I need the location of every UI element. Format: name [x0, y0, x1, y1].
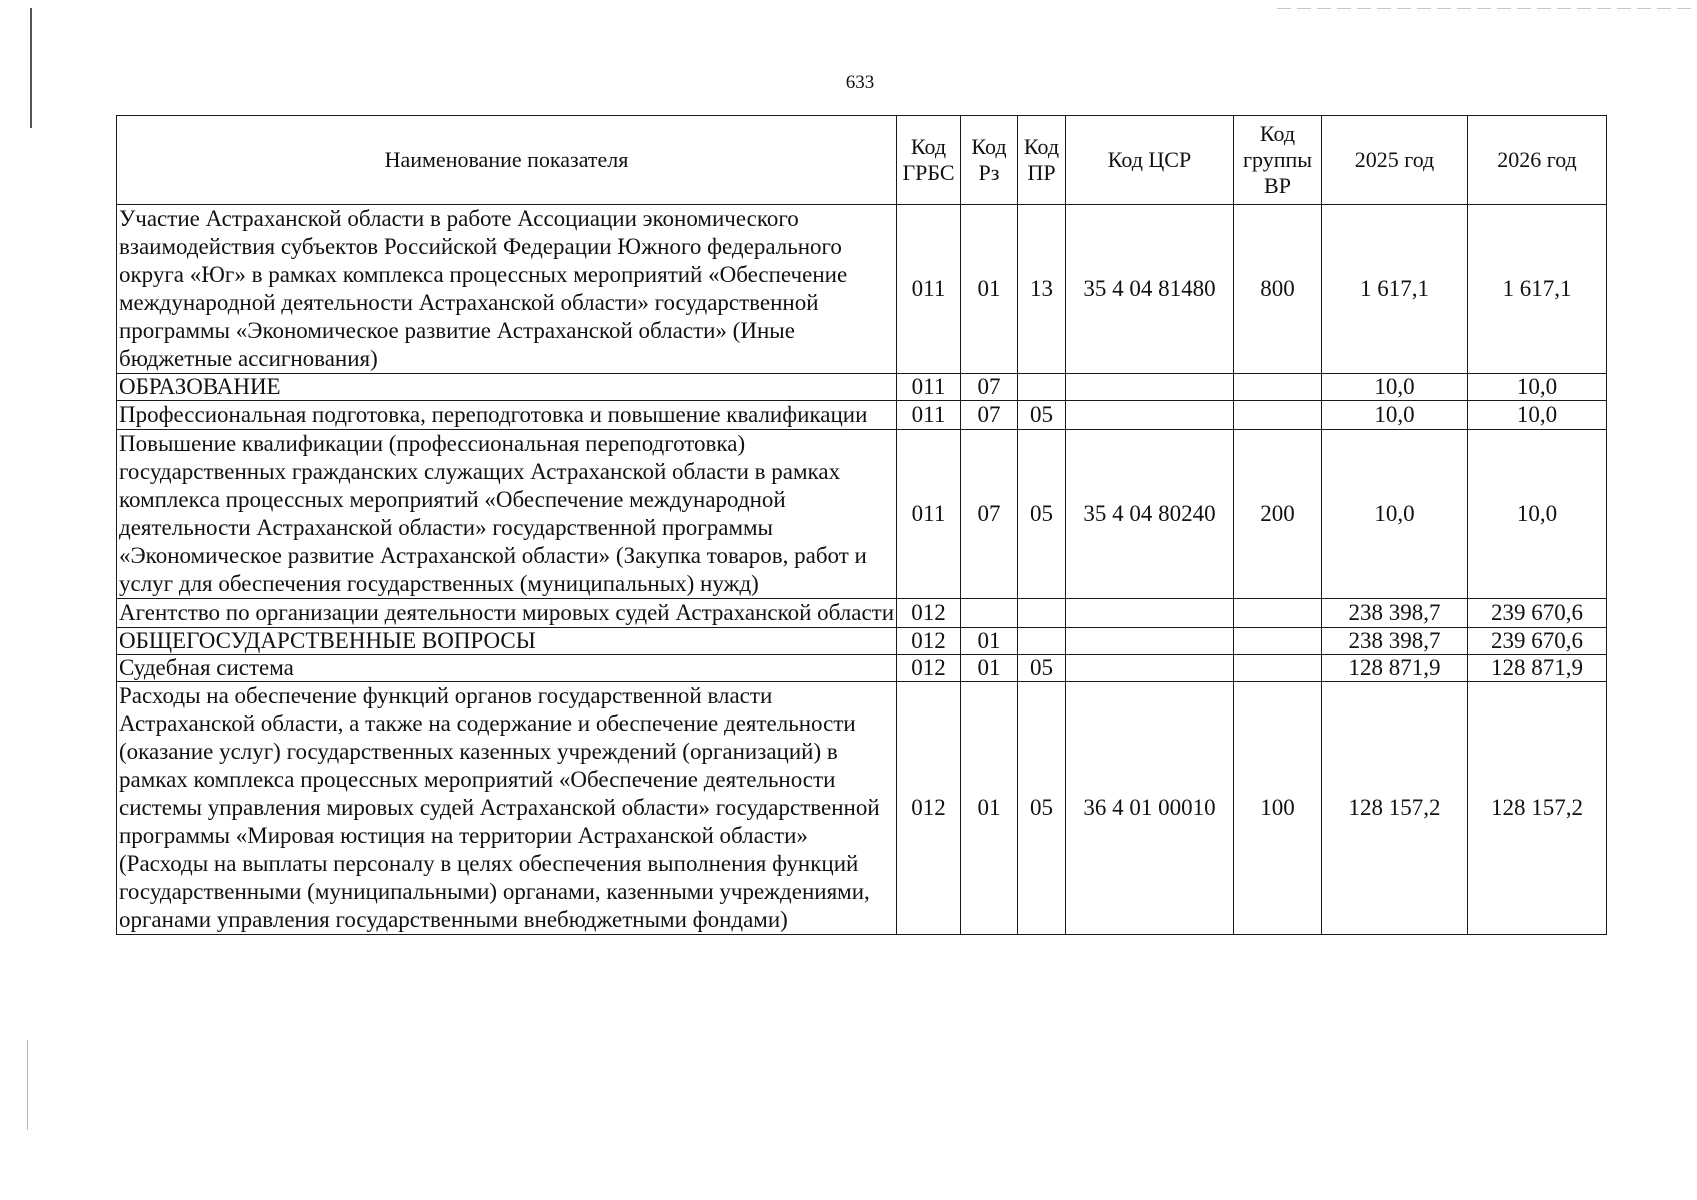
header-2025: 2025 год [1322, 116, 1468, 205]
row-name: Агентство по организации деятельности мировых судей Астраханской области [117, 599, 897, 628]
table-row [117, 374, 1607, 401]
row-grbs: 012 [897, 599, 961, 628]
row-2026: 239 670,6 [1468, 628, 1607, 655]
row-name: Профессиональная подготовка, переподготовка и повышение квалификации [117, 401, 897, 430]
row-csr [1066, 655, 1234, 682]
row-pr: 05 [1018, 401, 1066, 430]
row-rz: 07 [961, 374, 1018, 401]
row-name: Расходы на обеспечение функций органов государственной власти Астраханской области, а также на содержание и обеспечение деятельности (оказание услуг) государственных казенных учреждений (организаций) в рамках комплекса процессных мероприятий «Обеспечение деятельности системы управления мировых судей Астраханской области» государственной программы «Мировая юстиция на территории Астраханской области» (Расходы на выплаты персоналу в целях обеспечения выполнения функций государственными (муниципальными) органами, казенными учреждениями, органами управления государственными внебюджетными фондами) [117, 682, 897, 935]
scan-top-artifact [1277, 8, 1697, 9]
row-csr: 36 4 01 00010 [1066, 682, 1234, 935]
row-vr: 200 [1234, 430, 1322, 599]
table-row [117, 599, 1607, 628]
header-name: Наименование показателя [117, 116, 897, 205]
row-pr: 05 [1018, 655, 1066, 682]
row-2026: 128 871,9 [1468, 655, 1607, 682]
row-vr [1234, 401, 1322, 430]
scan-left-edge [30, 8, 32, 128]
row-2025: 10,0 [1322, 401, 1468, 430]
row-vr [1234, 655, 1322, 682]
row-grbs: 011 [897, 205, 961, 374]
row-2026: 128 157,2 [1468, 682, 1607, 935]
row-vr [1234, 599, 1322, 628]
row-name: Участие Астраханской области в работе Ассоциации экономического взаимодействия субъектов Российской Федерации Южного федерального округа «Юг» в рамках комплекса процессных мероприятий «Обеспечение международной деятельности Астраханской области» государственной программы «Экономическое развитие Астраханской области» (Иные бюджетные ассигнования) [117, 205, 897, 374]
row-name: ОБЩЕГОСУДАРСТВЕННЫЕ ВОПРОСЫ [117, 628, 897, 655]
row-name: ОБРАЗОВАНИЕ [117, 374, 897, 401]
row-2025: 128 871,9 [1322, 655, 1468, 682]
table-row [117, 205, 1607, 374]
row-csr: 35 4 04 81480 [1066, 205, 1234, 374]
row-csr [1066, 628, 1234, 655]
row-2026: 10,0 [1468, 374, 1607, 401]
row-pr [1018, 599, 1066, 628]
row-rz [961, 599, 1018, 628]
row-2026: 239 670,6 [1468, 599, 1607, 628]
row-vr: 800 [1234, 205, 1322, 374]
row-2025: 1 617,1 [1322, 205, 1468, 374]
page-number: 633 [845, 72, 875, 93]
row-rz: 01 [961, 682, 1018, 935]
budget-table [116, 115, 1607, 935]
row-vr [1234, 374, 1322, 401]
header-2026: 2026 год [1468, 116, 1607, 205]
row-grbs: 012 [897, 682, 961, 935]
table-row [117, 655, 1607, 682]
table-row [117, 401, 1607, 430]
row-name: Повышение квалификации (профессиональная переподготовка) государственных гражданских служащих Астраханской области в рамках комплекса процессных мероприятий «Обеспечение международной деятельности Астраханской области» государственной программы «Экономическое развитие Астраханской области» (Закупка товаров, работ и услуг для обеспечения государственных (муниципальных) нужд) [117, 430, 897, 599]
table-row [117, 430, 1607, 599]
row-csr [1066, 599, 1234, 628]
row-rz: 07 [961, 430, 1018, 599]
row-rz: 01 [961, 628, 1018, 655]
row-pr [1018, 628, 1066, 655]
row-2025: 238 398,7 [1322, 599, 1468, 628]
scan-left-edge-lower [27, 1040, 28, 1130]
header-pr: Код ПР [1018, 116, 1066, 205]
table-header-row [117, 116, 1607, 205]
header-csr: Код ЦСР [1066, 116, 1234, 205]
row-2025: 10,0 [1322, 374, 1468, 401]
row-2025: 238 398,7 [1322, 628, 1468, 655]
row-csr [1066, 401, 1234, 430]
header-rz: Код Рз [961, 116, 1018, 205]
row-pr [1018, 374, 1066, 401]
row-grbs: 012 [897, 628, 961, 655]
row-pr: 05 [1018, 682, 1066, 935]
row-vr: 100 [1234, 682, 1322, 935]
row-grbs: 012 [897, 655, 961, 682]
row-grbs: 011 [897, 401, 961, 430]
header-grbs: Код ГРБС [897, 116, 961, 205]
row-vr [1234, 628, 1322, 655]
row-csr [1066, 374, 1234, 401]
row-2026: 10,0 [1468, 401, 1607, 430]
table-row [117, 682, 1607, 935]
table-row [117, 628, 1607, 655]
row-name: Судебная система [117, 655, 897, 682]
row-2026: 10,0 [1468, 430, 1607, 599]
row-grbs: 011 [897, 430, 961, 599]
header-vr: Код группы ВР [1234, 116, 1322, 205]
row-rz: 01 [961, 655, 1018, 682]
row-rz: 01 [961, 205, 1018, 374]
row-2025: 128 157,2 [1322, 682, 1468, 935]
row-2026: 1 617,1 [1468, 205, 1607, 374]
row-pr: 05 [1018, 430, 1066, 599]
row-grbs: 011 [897, 374, 961, 401]
row-rz: 07 [961, 401, 1018, 430]
row-2025: 10,0 [1322, 430, 1468, 599]
row-pr: 13 [1018, 205, 1066, 374]
row-csr: 35 4 04 80240 [1066, 430, 1234, 599]
